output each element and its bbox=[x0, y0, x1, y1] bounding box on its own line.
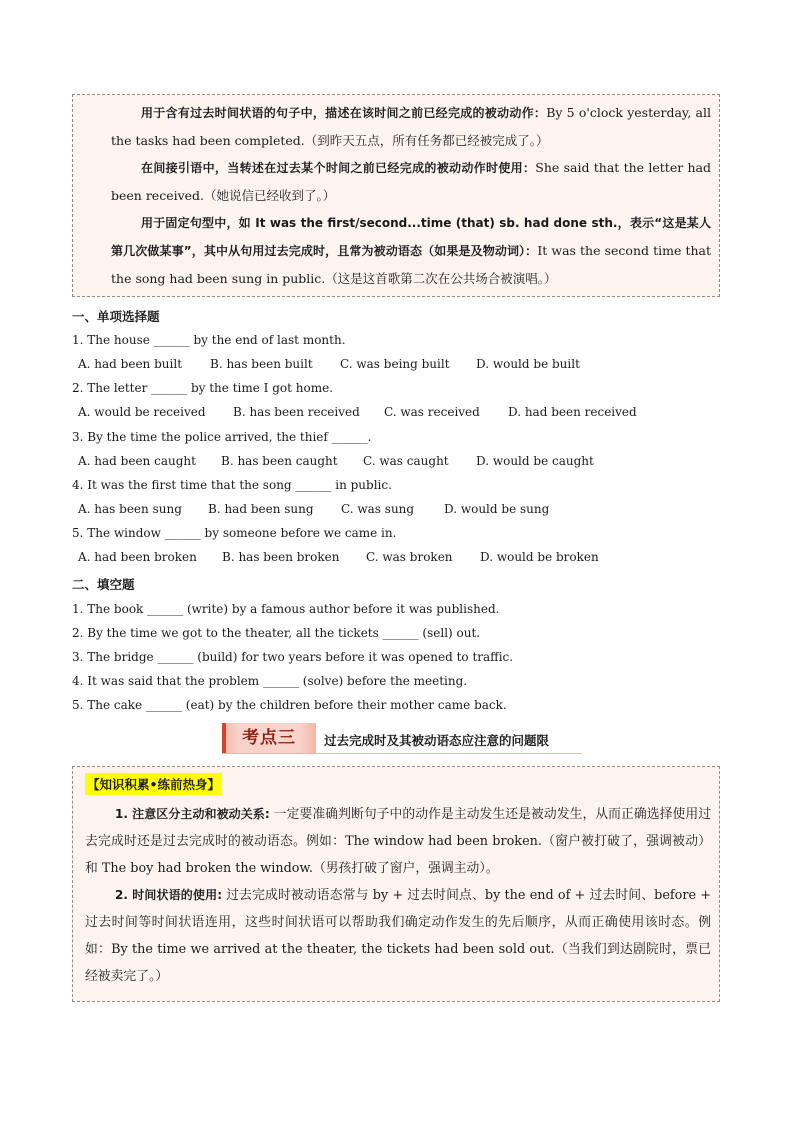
option-d[interactable]: D. would be broken bbox=[480, 550, 599, 564]
question-4: 4. It was the first time that the song ______ in public. bbox=[72, 478, 392, 492]
note-1-example: By 5 o'clock yesterday, all the tasks had been completed.（到昨天五点，所有任务都已经被完成了。） bbox=[111, 105, 712, 148]
note-paragraph-3 bbox=[111, 209, 711, 292]
kaodian-title: 过去完成时及其被动语态应注意的问题限 bbox=[324, 733, 550, 748]
option-b[interactable]: B. has been built bbox=[210, 357, 313, 371]
knowledge-2-title: 2. 时间状语的使用: bbox=[115, 888, 223, 902]
grammar-notes-box bbox=[72, 94, 720, 297]
note-2-rule: 在间接引语中，当转述在过去某个时间之前已经完成的被动动作时使用： bbox=[141, 161, 536, 175]
knowledge-2-text: 过去完成时被动语态常与 by + 过去时间点、by the end of + 过去时间、before + 过去时间等时间状语连用，这些时间状语可以帮助我们确定动作发生的先后顺序，从而正确使用该时态。例如：By the time we arrived at the theater, the tickets had been sold out.（当我们到达剧院时，票已经被卖完了。） bbox=[85, 888, 711, 984]
option-c[interactable]: C. was received bbox=[384, 405, 480, 419]
option-d[interactable]: D. would be sung bbox=[444, 502, 550, 516]
question-2: 2. The letter ______ by the time I got home. bbox=[72, 381, 334, 395]
kaodian-underline bbox=[222, 753, 582, 754]
section-title-choice: 一、单项选择题 bbox=[72, 309, 160, 324]
option-a[interactable]: A. had been broken bbox=[78, 550, 197, 564]
option-b[interactable]: B. has been broken bbox=[222, 550, 340, 564]
knowledge-paragraph-2 bbox=[85, 882, 711, 990]
question-1: 1. The house ______ by the end of last month. bbox=[72, 333, 346, 347]
note-paragraph-1 bbox=[111, 99, 711, 154]
option-d[interactable]: D. had been received bbox=[508, 405, 637, 419]
option-b[interactable]: B. had been sung bbox=[208, 502, 314, 516]
fill-item-4: 4. It was said that the problem ______ (solve) before the meeting. bbox=[72, 674, 468, 688]
knowledge-1-title: 1. 注意区分主动和被动关系: bbox=[115, 807, 270, 821]
option-b[interactable]: B. has been caught bbox=[221, 454, 338, 468]
note-3-rule: 用于固定句型中，如 It was the first/second...time (that) sb. had done sth.，表示“这是某人第几次做某事”，其中从句用过去完成时，且常为被动语态（如果是及物动词）： bbox=[111, 216, 711, 258]
knowledge-1-text: 一定要准确判断句子中的动作是主动发生还是被动发生，从而正确选择使用过去完成时还是过去完成时的被动语态。例如：The window had been broken.（窗户被打破了，强调被动）和 The boy had broken the window.（男孩打破了窗户，强调主动）。 bbox=[85, 807, 711, 876]
note-paragraph-2 bbox=[111, 154, 711, 209]
option-a[interactable]: A. had been built bbox=[78, 357, 183, 371]
kaodian-tag: 考点三 bbox=[222, 723, 316, 753]
option-a[interactable]: A. has been sung bbox=[78, 502, 182, 516]
knowledge-heading: 【知识积累•练前热身】 bbox=[85, 773, 222, 795]
option-d[interactable]: D. would be built bbox=[476, 357, 580, 371]
note-3-example: It was the second time that the song had been sung in public.（这是这首歌第二次在公共场合被演唱。） bbox=[111, 243, 712, 286]
question-3: 3. By the time the police arrived, the thief ______. bbox=[72, 430, 372, 444]
option-b[interactable]: B. has been received bbox=[233, 405, 360, 419]
option-c[interactable]: C. was sung bbox=[341, 502, 415, 516]
knowledge-box bbox=[72, 766, 720, 1002]
option-c[interactable]: C. was caught bbox=[363, 454, 449, 468]
option-c[interactable]: C. was being built bbox=[340, 357, 450, 371]
note-1-rule: 用于含有过去时间状语的句子中，描述在该时间之前已经完成的被动动作： bbox=[141, 106, 547, 120]
fill-item-2: 2. By the time we got to the theater, all the tickets ______ (sell) out. bbox=[72, 626, 481, 640]
option-d[interactable]: D. would be caught bbox=[476, 454, 594, 468]
option-c[interactable]: C. was broken bbox=[366, 550, 453, 564]
knowledge-paragraph-1 bbox=[85, 801, 711, 882]
fill-item-3: 3. The bridge ______ (build) for two years before it was opened to traffic. bbox=[72, 650, 514, 664]
fill-item-5: 5. The cake ______ (eat) by the children before their mother came back. bbox=[72, 698, 507, 712]
section-title-fill: 二、填空题 bbox=[72, 577, 135, 592]
question-5: 5. The window ______ by someone before we came in. bbox=[72, 526, 397, 540]
option-a[interactable]: A. had been caught bbox=[78, 454, 196, 468]
fill-item-1: 1. The book ______ (write) by a famous author before it was published. bbox=[72, 602, 500, 616]
option-a[interactable]: A. would be received bbox=[78, 405, 206, 419]
note-2-example: She said that the letter had been received.（她说信已经收到了。） bbox=[111, 160, 711, 203]
